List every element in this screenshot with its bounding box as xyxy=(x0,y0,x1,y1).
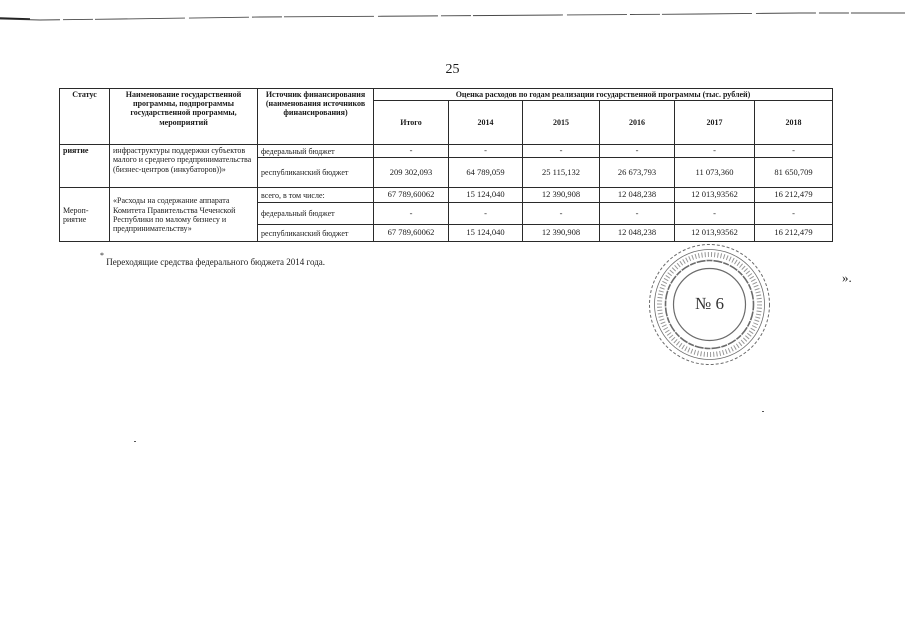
value-cell: - xyxy=(755,145,833,158)
status-cell: риятие xyxy=(60,145,110,188)
header-row xyxy=(60,89,833,101)
value-cell: 12 048,238 xyxy=(600,188,675,203)
value-cell: 12 013,93562 xyxy=(675,188,755,203)
table-row xyxy=(60,188,833,203)
value-cell: - xyxy=(675,203,755,225)
value-cell: - xyxy=(523,145,600,158)
seal-stamp-label: № 6 xyxy=(695,294,724,313)
header-col-total: Итого xyxy=(374,101,449,145)
value-cell: 67 789,60062 xyxy=(374,188,449,203)
value-cell: 12 013,93562 xyxy=(675,225,755,242)
page-number: 25 xyxy=(445,62,460,77)
header-col-2016: 2016 xyxy=(600,101,675,145)
value-cell: - xyxy=(755,203,833,225)
header-col-2018: 2018 xyxy=(755,101,833,145)
closing-quote: ». xyxy=(842,270,852,285)
value-cell: - xyxy=(600,203,675,225)
header-col-2014: 2014 xyxy=(449,101,523,145)
status-cell: Мероп-риятие xyxy=(60,188,110,242)
value-cell: - xyxy=(374,203,449,225)
header-col-2015: 2015 xyxy=(523,101,600,145)
value-cell: 15 124,040 xyxy=(449,188,523,203)
value-cell: - xyxy=(449,203,523,225)
value-cell: 12 048,238 xyxy=(600,225,675,242)
header-status: Статус xyxy=(60,89,110,145)
footnote xyxy=(100,251,326,267)
value-cell: 25 115,132 xyxy=(523,158,600,188)
source-cell: федеральный бюджет xyxy=(258,145,374,158)
value-cell: 11 073,360 xyxy=(675,158,755,188)
source-cell: всего, в том числе: xyxy=(258,188,374,203)
source-cell: федеральный бюджет xyxy=(258,203,374,225)
value-cell: 12 390,908 xyxy=(523,188,600,203)
header-source: Источник финансирования (наименования источников финансирования) xyxy=(258,89,374,145)
header-estimate: Оценка расходов по годам реализации государственной программы (тыс. рублей) xyxy=(374,89,833,101)
activity-name-cell: «Расходы на содержание аппарата Комитета Правительства Чеченской Республики по малому бизнесу и предпринимательству» xyxy=(110,188,258,242)
value-cell: 26 673,793 xyxy=(600,158,675,188)
budget-table xyxy=(59,88,833,242)
value-cell: 12 390,908 xyxy=(523,225,600,242)
value-cell: 67 789,60062 xyxy=(374,225,449,242)
value-cell: 81 650,709 xyxy=(755,158,833,188)
scan-speck xyxy=(762,411,764,412)
table-row xyxy=(60,145,833,158)
source-cell: республиканский бюджет xyxy=(258,158,374,188)
value-cell: 209 302,093 xyxy=(374,158,449,188)
header-name: Наименование государственной программы, подпрограммы государственной программы, мероприятий xyxy=(110,89,258,145)
seal-stamp-icon xyxy=(647,242,772,367)
footnote-text: Переходящие средства федерального бюджета 2014 года. xyxy=(106,257,326,267)
scan-edge-line xyxy=(0,8,905,22)
value-cell: 15 124,040 xyxy=(449,225,523,242)
value-cell: - xyxy=(523,203,600,225)
value-cell: - xyxy=(600,145,675,158)
header-col-2017: 2017 xyxy=(675,101,755,145)
value-cell: 16 212,479 xyxy=(755,225,833,242)
value-cell: 64 789,059 xyxy=(449,158,523,188)
scan-speck xyxy=(134,441,136,442)
activity-name-cell: инфраструктуры поддержки субъектов малого и среднего предпринимательства (бизнес-центров (инкубаторов))» xyxy=(110,145,258,188)
footnote-marker: * xyxy=(100,251,104,260)
value-cell: - xyxy=(675,145,755,158)
source-cell: республиканский бюджет xyxy=(258,225,374,242)
value-cell: 16 212,479 xyxy=(755,188,833,203)
value-cell: - xyxy=(374,145,449,158)
value-cell: - xyxy=(449,145,523,158)
